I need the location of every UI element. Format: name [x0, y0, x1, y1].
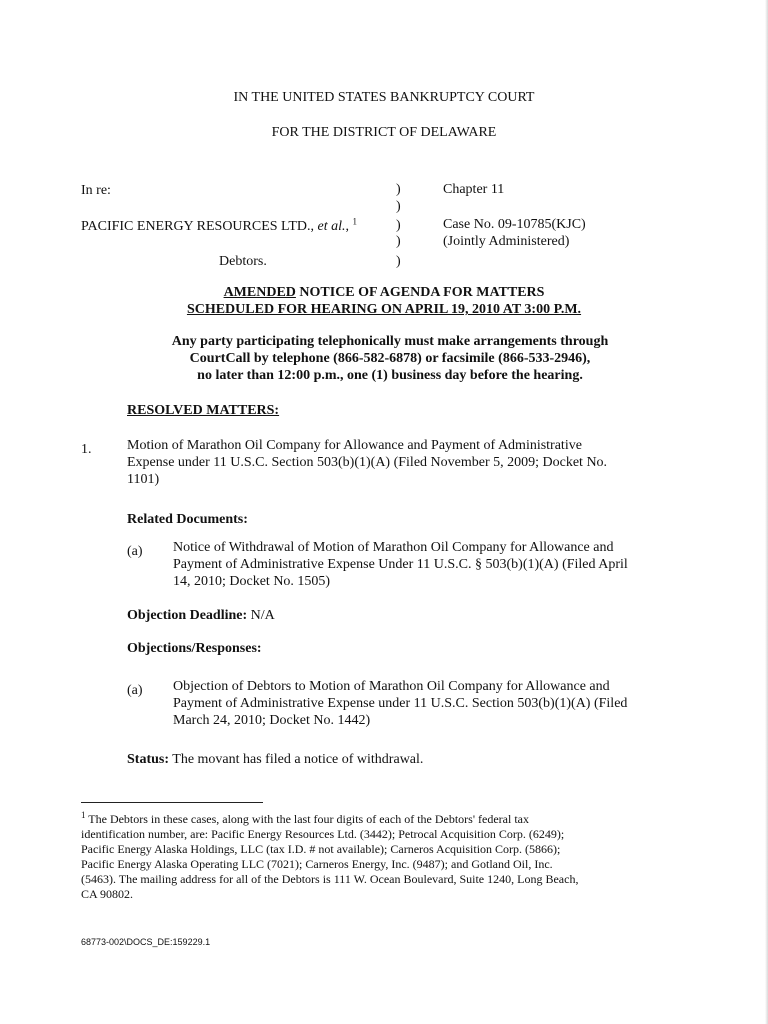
chapter-label: Chapter 11: [443, 182, 505, 197]
item-line: Expense under 11 U.S.C. Section 503(b)(1)(A) (Filed November 5, 2009; Docket No.: [127, 455, 608, 470]
related-line: 14, 2010; Docket No. 1505): [173, 574, 331, 589]
objections-responses-label: Objections/Responses:: [127, 641, 262, 656]
status-value: The movant has filed a notice of withdrawal.: [169, 752, 424, 767]
related-line: Payment of Administrative Expense Under 11 U.S.C. § 503(b)(1)(A) (Filed April: [173, 557, 628, 572]
in-re-label: In re:: [81, 183, 111, 198]
footnote-line: identification number, are: Pacific Energy Resources Ltd. (3442); Petrocal Acquisition Corp. (6249);: [81, 827, 565, 841]
debtors-label: Debtors.: [219, 254, 267, 269]
title-line1-rest: NOTICE OF AGENDA FOR MATTERS: [295, 285, 545, 300]
footnote-line: Pacific Energy Alaska Holdings, LLC (tax I.D. # not available); Carneros Acquisition Corp. (5866);: [81, 842, 561, 856]
court-name-line1: IN THE UNITED STATES BANKRUPTCY COURT: [233, 90, 535, 105]
objection-line: Payment of Administrative Expense under 11 U.S.C. Section 503(b)(1)(A) (Filed: [173, 696, 628, 711]
notice-line: CourtCall by telephone (866-582-6878) or facsimile (866-533-2946),: [189, 351, 591, 366]
footnote-marker: 1: [81, 810, 86, 820]
comma-text: ,: [345, 219, 349, 234]
caption-paren: ): [396, 218, 401, 233]
document-id: 68773-002\DOCS_DE:159229.1: [81, 937, 211, 947]
related-line: Notice of Withdrawal of Motion of Marathon Oil Company for Allowance and: [173, 540, 614, 555]
caption-paren: ): [396, 182, 401, 197]
status-label: Status:: [127, 752, 170, 767]
related-item-marker: (a): [127, 544, 143, 559]
footnote-reference: 1: [352, 216, 357, 227]
item-number: 1.: [81, 442, 92, 457]
jointly-administered-label: (Jointly Administered): [443, 234, 570, 249]
notice-line: no later than 12:00 p.m., one (1) business day before the hearing.: [197, 368, 583, 383]
amended-word: AMENDED: [223, 285, 296, 300]
related-item-text: [173, 539, 693, 590]
notice-line: Any party participating telephonically must make arrangements through: [171, 334, 609, 349]
footnote-line: Pacific Energy Alaska Operating LLC (7021); Carneros Energy, Inc. (9487); and Gotland Oil, Inc.: [81, 857, 553, 871]
item-line: Motion of Marathon Oil Company for Allowance and Payment of Administrative: [127, 438, 582, 453]
status-line: [127, 751, 423, 768]
footnote-line: (5463). The mailing address for all of the Debtors is 111 W. Ocean Boulevard, Suite 1240, Long Beach,: [81, 872, 579, 886]
resolved-matters-heading: RESOLVED MATTERS:: [127, 403, 280, 418]
objection-deadline-value: N/A: [247, 608, 275, 623]
caption-paren: ): [396, 254, 401, 269]
caption-paren: ): [396, 199, 401, 214]
footnote-divider: [81, 802, 263, 803]
objection-item-marker: (a): [127, 683, 143, 698]
item-line: 1101): [127, 472, 160, 487]
document-title-line1: [0, 284, 768, 301]
item-description: [127, 437, 687, 488]
caption-paren: ): [396, 234, 401, 249]
company-text: PACIFIC ENERGY RESOURCES LTD.,: [81, 219, 318, 234]
court-name-line2: FOR THE DISTRICT OF DELAWARE: [271, 125, 497, 140]
footnote-line: [81, 812, 681, 827]
telephonic-notice: [120, 333, 660, 384]
objection-line: Objection of Debtors to Motion of Marathon Oil Company for Allowance and: [173, 679, 610, 694]
case-number: Case No. 09-10785(KJC): [443, 217, 586, 232]
footnote: [81, 812, 681, 902]
debtor-company-name: [81, 218, 357, 235]
document-title-line2: SCHEDULED FOR HEARING ON APRIL 19, 2010 AT 3:00 P.M.: [186, 302, 582, 317]
objection-deadline-label: Objection Deadline:: [127, 608, 248, 623]
objection-deadline: [127, 607, 275, 624]
et-al-text: et al.: [317, 219, 346, 234]
objection-item-text: [173, 678, 703, 729]
related-documents-label: Related Documents:: [127, 512, 248, 527]
objection-line: March 24, 2010; Docket No. 1442): [173, 713, 371, 728]
footnote-line: CA 90802.: [81, 887, 134, 901]
footnote-text: The Debtors in these cases, along with the last four digits of each of the Debtors' federal tax: [85, 812, 529, 826]
